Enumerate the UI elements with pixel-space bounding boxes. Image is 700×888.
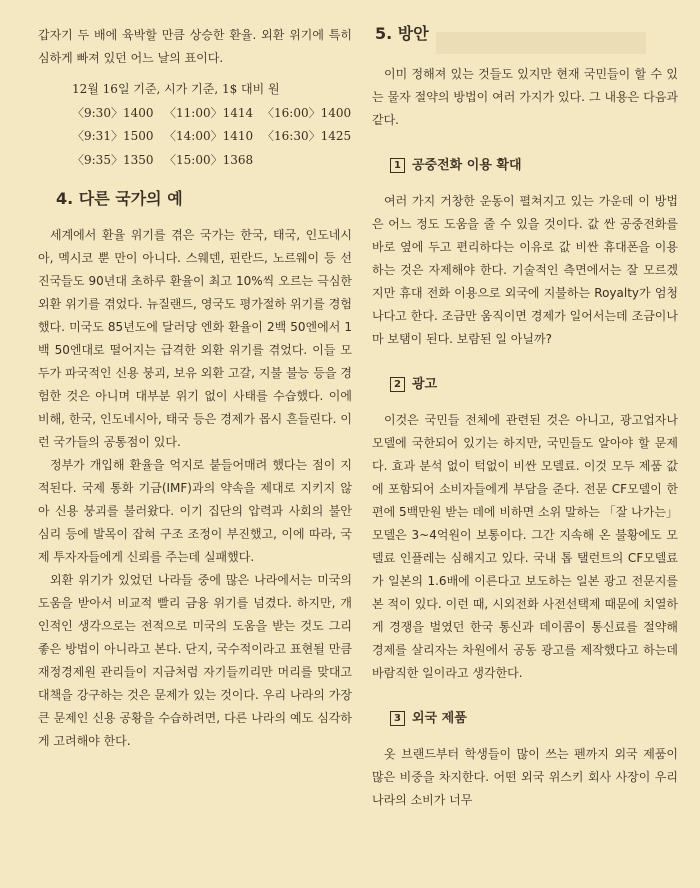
subsection-3-heading	[390, 707, 678, 730]
section-4-heading: 4. 다른 국가의 예	[56, 189, 183, 208]
left-column	[38, 0, 352, 753]
subsection-2-heading	[390, 373, 678, 396]
subsection-3-text: 옷 브랜드부터 학생들이 많이 쓰는 펜까지 외국 제품이 많은 비중을 차지한다. 어떤 외국 위스키 회사 사장이 우리 나라의 소비가 너무	[372, 747, 678, 807]
subsection-1-title: 공중전화 이용 확대	[412, 158, 522, 173]
table-row	[72, 149, 352, 173]
rate-cell: 〈16:00〉1400	[262, 105, 352, 120]
section-5-heading: 5. 방안	[375, 24, 429, 43]
subsection-1-heading	[390, 154, 678, 177]
subsection-3-title: 외국 제품	[412, 711, 467, 726]
subsection-1-text: 여러 가지 거창한 운동이 펼쳐지고 있는 가운데 이 방법은 어느 정도 도움을 줄 수 있을 것이다. 값 싼 공중전화를 바로 옆에 두고 편리하다는 이유로 값 비싼 휴대폰을 이용하는 것은 자제해야 한다. 기술적인 측면에서는 잘 모르겠지만 휴대 전화 이용으로 외국에 지불하는 Royalty가 엄청나다고 한다. 조금만 움직이면 경제가 일어서는데 조금이나마 보탬이 된다. 보람된 일 아닐까?	[372, 194, 678, 346]
subsection-2-text: 이것은 국민들 전체에 관련된 것은 아니고, 광고업자나 모델에 국한되어 있기는 하지만, 국민들도 알아야 할 문제다. 효과 분석 없이 턱없이 비싼 모델료. 이것 모두 제품 값에 포함되어 소비자들에게 부담을 준다. 전문 CF모델이 한 편에 5백만원 받는 데에 비하면 소위 말하는 「잘 나가는」모델은 3~4억원이 보통이다. 그간 지속해 온 불황에도 모델료 인플레는 심해지고 있다. 국내 톱 탤런트의 CF모델료가 일본의 1.6배에 이른다고 보도하는 일본 광고 전문지를 본 적이 있다. 이런 때, 시외전화 사전선택제 때문에 치열하게 경쟁을 벌였던 한국 통신과 데이콤이 통신료를 절약해 경제를 살리자는 차원에서 공동 광고를 제작했다고 하는데 바람직한 일이라고 생각한다.	[372, 413, 678, 680]
table-row	[72, 125, 352, 149]
rate-cell: 〈9:35〉1350	[72, 152, 154, 167]
rate-cell: 〈15:00〉1368	[164, 152, 254, 167]
exchange-rate-intro: 갑자기 두 배에 육박할 만큼 상승한 환율. 외환 위기에 특히 심하게 빠져 있던 어느 날의 표이다.	[38, 28, 352, 65]
section-4-paragraph-3: 외환 위기가 있었던 나라들 중에 많은 나라에서는 미국의 도움을 받아서 비교적 빨리 금융 위기를 넘겼다. 하지만, 개인적인 생각으로는 전적으로 미국의 도움을 받는 것도 그리 좋은 방법이 아니라고 본다. 단지, 국수적이라고 표현될 만큼 재정경제원 관리들이 지금처럼 자기들끼리만 머리를 맞대고 대책을 강구하는 것은 문제가 있는 것이다. 우리 나라의 가장 큰 문제인 신용 공황을 수습하려면, 다른 나라의 예도 심각하게 고려해야 한다.	[38, 573, 352, 748]
exchange-rate-table	[72, 78, 352, 172]
subsection-2-title: 광고	[412, 377, 438, 392]
rate-cell: 〈16:30〉1425	[262, 129, 352, 143]
rate-cell: 〈9:30〉1400	[72, 105, 154, 120]
section-5-intro: 이미 정해져 있는 것들도 있지만 현재 국민들이 할 수 있는 물자 절약의 방법이 여러 가지가 있다. 그 내용은 다음과 같다.	[372, 67, 678, 127]
section-4-paragraph-1: 세계에서 환율 위기를 겪은 국가는 한국, 태국, 인도네시아, 멕시코 뿐 만이 아니다. 스웨덴, 핀란드, 노르웨이 등 선진국들도 90년대 초하루 환율이 최고 10%씩 오르는 극심한 외환 위기를 겪었다. 뉴질랜드, 영국도 평가절하 위기를 경험했다. 미국도 85년도에 달러당 엔화 환율이 2백 50엔에서 1백 50엔대로 떨어지는 급격한 외환 위기를 겪었다. 이들 모두가 파국적인 신용 붕괴, 보유 외환 고갈, 지불 불능 등을 경험한 것은 아니며 대부분 위기 없이 사태를 수습했다. 이에 비해, 한국, 인도네시아, 태국 등은 경제가 몹시 흔들린다. 이런 국가들의 공통점이 있다.	[38, 228, 352, 449]
table-row	[72, 102, 352, 126]
rate-cell: 〈9:31〉1500	[72, 129, 154, 143]
boxed-number-1: 1	[390, 158, 405, 173]
exchange-rate-caption: 12월 16일 기준, 시가 기준, 1$ 대비 원	[72, 82, 280, 96]
right-column	[372, 0, 678, 812]
boxed-number-2: 2	[390, 377, 405, 392]
boxed-number-3: 3	[390, 711, 405, 726]
rate-cell: 〈14:00〉1410	[164, 129, 254, 143]
section-4-paragraph-2: 정부가 개입해 환율을 억지로 붙들어매려 했다는 점이 지적된다. 국제 통화 기금(IMF)과의 약속을 제대로 지키지 않아 신용 붕괴를 불러왔다. 이기 집단의 압력과 사회의 불안 심리 등에 발목이 잡혀 구조 조정이 부진했고, 이에 따라, 국제 투자자들에게 신뢰를 주는데 실패했다.	[38, 458, 352, 564]
rate-cell: 〈11:00〉1414	[164, 105, 254, 120]
